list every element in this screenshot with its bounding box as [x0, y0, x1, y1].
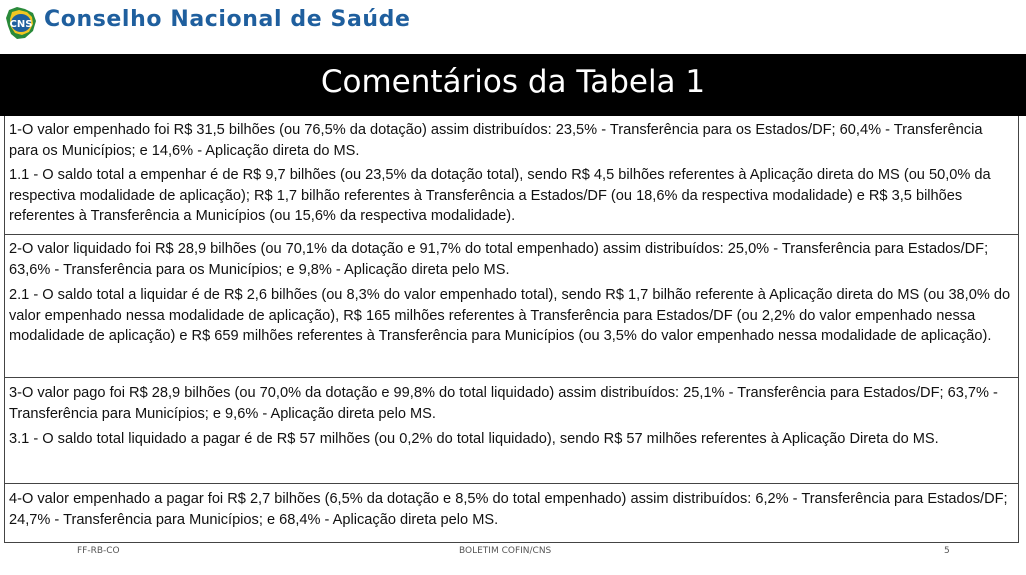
- page-title: Comentários da Tabela 1: [320, 64, 706, 100]
- paragraph: 4-O valor empenhado a pagar foi R$ 2,7 bilhões (6,5% da dotação e 8,5% do total empenhado) assim distribuídos: 6,2% - Transferência para Estados/DF; 24,7% - Transferência para Municípios; e 68,4% - Aplicação direta pelo MS.: [9, 491, 1008, 528]
- paragraph: 2-O valor liquidado foi R$ 28,9 bilhões (ou 70,1% da dotação e 91,7% do total empenhado) assim distribuídos: 25,0% - Transferência para Estados/DF; 63,6% - Transferência para os Municípios; e 9,8% - Aplicação direta pelo MS.: [9, 241, 989, 278]
- section-2: [5, 234, 1018, 347]
- header: [0, 0, 1026, 54]
- cns-logo: [3, 4, 39, 42]
- section-1: [5, 120, 1018, 227]
- paragraph: 2.1 - O saldo total a liquidar é de R$ 2,6 bilhões (ou 8,3% do valor empenhado total), sendo R$ 1,7 bilhão referente à Aplicação direta do MS (ou 38,0% do valor empenhado nessa modalidade de aplicação), R$ 165 milhões referentes à Transferência para Estados/DF (ou 2,2% do valor empenhado nessa modalidade de aplicação) e R$ 659 milhões referentes à Transferência para Municípios (ou 3,5% do valor empenhado nessa modalidade de aplicação).: [9, 287, 1011, 344]
- section-4: [5, 483, 1018, 530]
- title-bar: [0, 54, 1026, 116]
- paragraph: 3.1 - O saldo total liquidado a pagar é de R$ 57 milhões (ou 0,2% do total liquidado), sendo R$ 57 milhões referentes à Aplicação Direta do MS.: [9, 431, 939, 447]
- paragraph: 3-O valor pago foi R$ 28,9 bilhões (ou 70,0% da dotação e 99,8% do total liquidado) assim distribuídos: 25,1% - Transferência para Estados/DF; 63,7% - Transferência para Municípios; e 9,6% - Aplicação direta pelo MS.: [9, 385, 998, 422]
- page-number: 5: [944, 546, 950, 556]
- section-3: [5, 377, 1018, 450]
- comments-table: [4, 116, 1019, 543]
- footer-code: FF-RB-CO: [77, 546, 120, 556]
- footer-title: BOLETIM COFIN/CNS: [459, 546, 552, 556]
- svg-text:CNS: CNS: [9, 19, 33, 30]
- paragraph: 1.1 - O saldo total a empenhar é de R$ 9,7 bilhões (ou 23,5% da dotação total), sendo R$ 4,5 bilhões referentes à Aplicação direta do MS (ou 50,0% da respectiva modalidade de aplicação); R$ 1,7 bilhão referentes à Transferência a Estados/DF (ou 18,6% da respectiva modalidade) e R$ 3,5 bilhões referentes à Transferência a Municípios (ou 15,6% da respectiva modalidade).: [9, 167, 991, 224]
- paragraph: 1-O valor empenhado foi R$ 31,5 bilhões (ou 76,5% da dotação) assim distribuídos: 23,5% - Transferência para os Estados/DF; 60,4% - Transferência para os Municípios; e 14,6% - Aplicação direta do MS.: [9, 122, 983, 159]
- org-name: Conselho Nacional de Saúde: [44, 7, 411, 32]
